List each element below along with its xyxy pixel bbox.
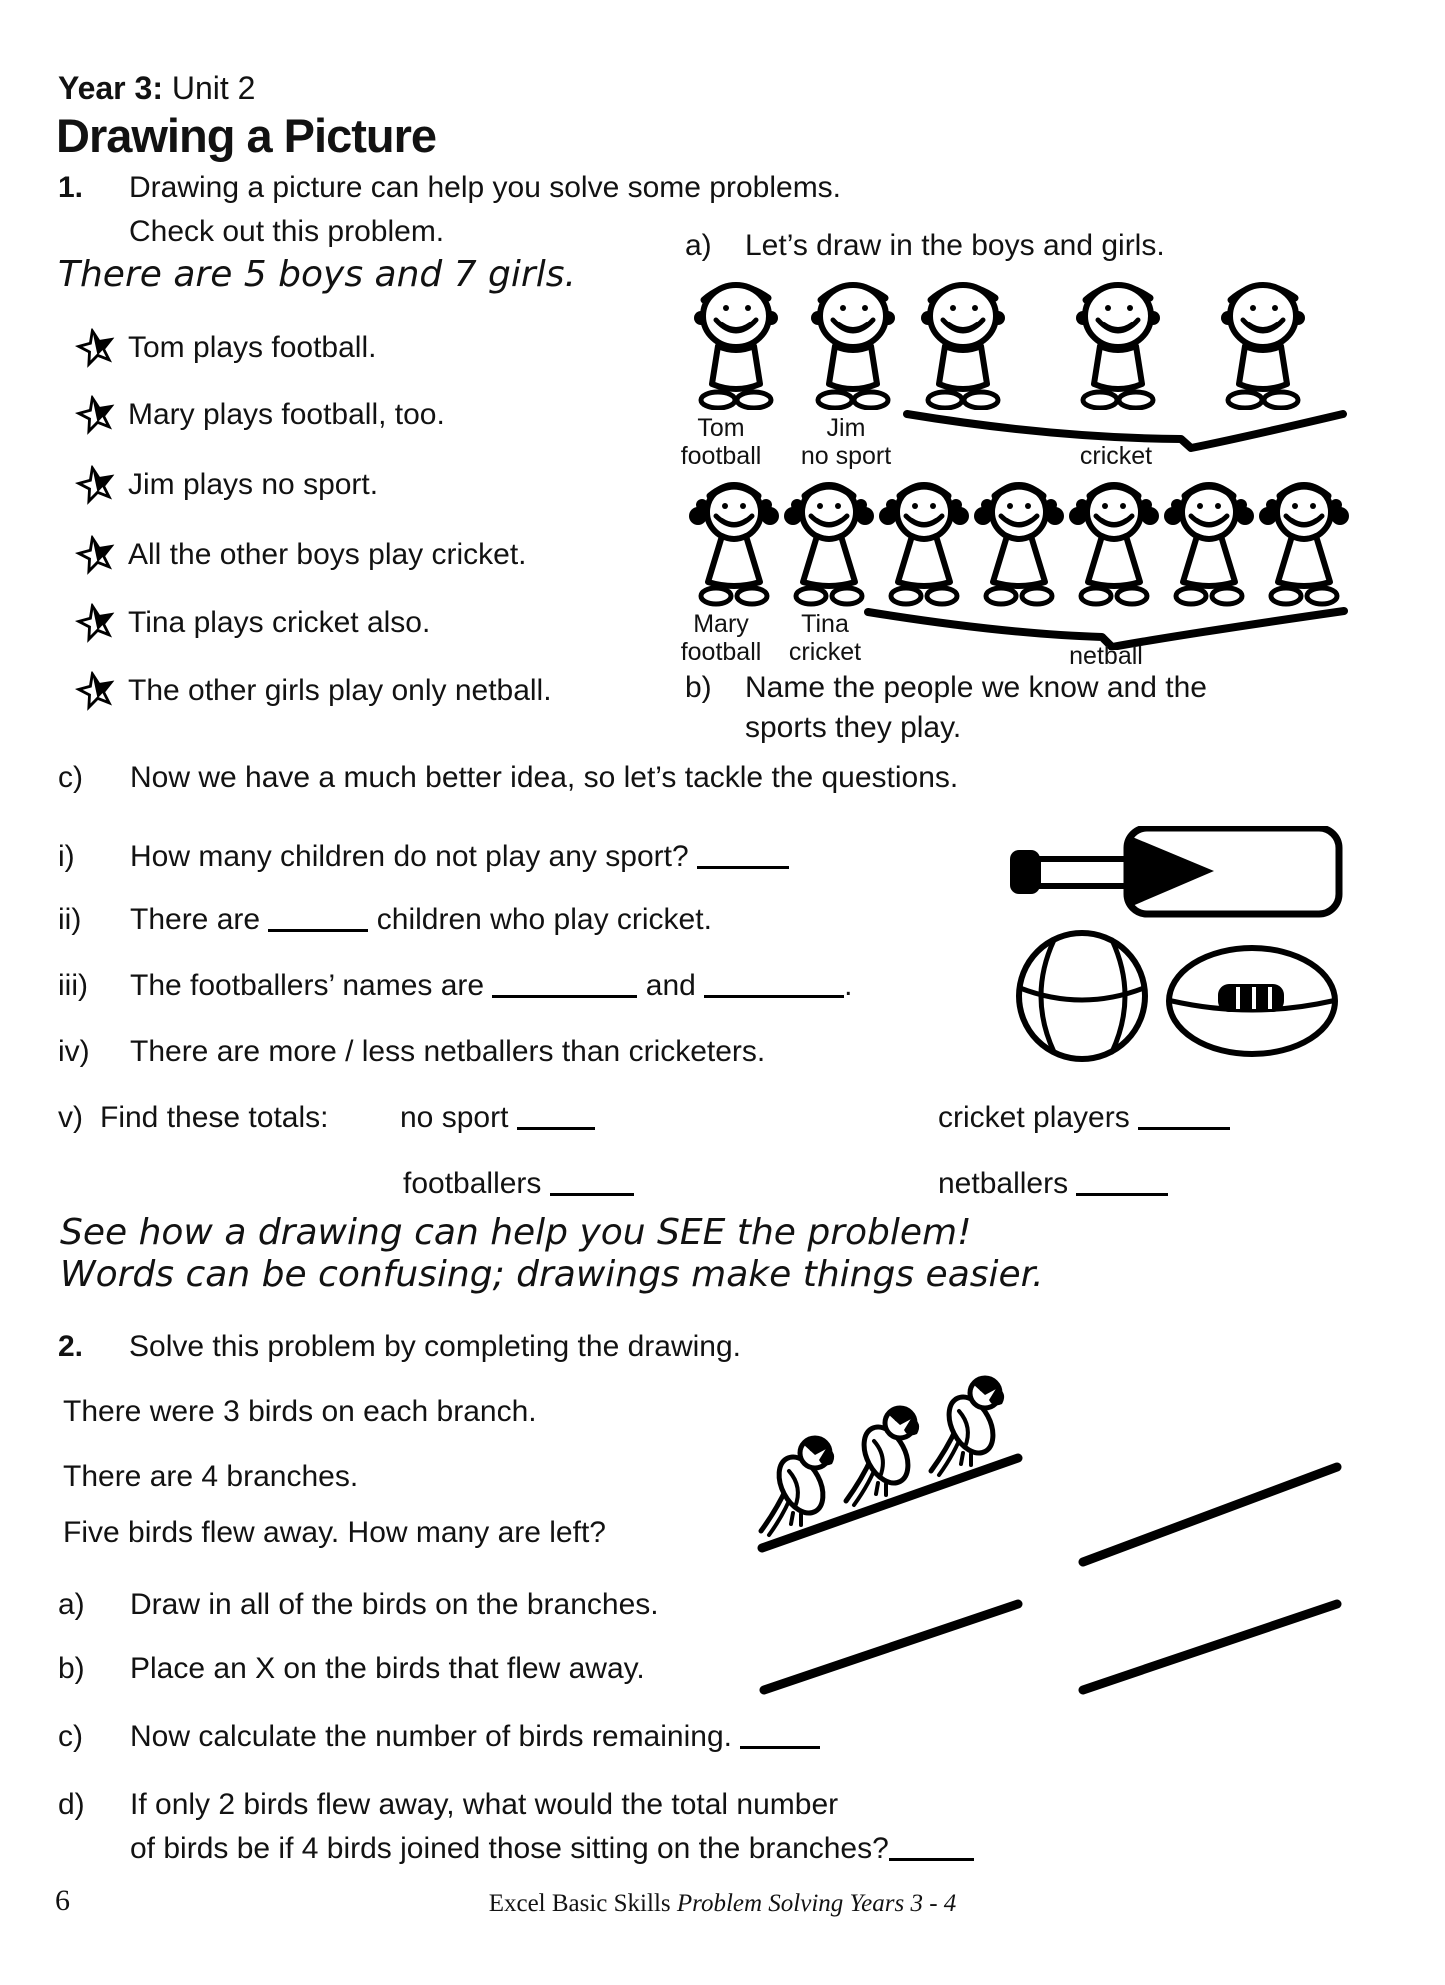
label-tom-sport: football bbox=[680, 442, 762, 470]
unit-heading bbox=[58, 70, 255, 107]
label-mary-sport: football bbox=[680, 638, 762, 666]
q2-part-c bbox=[58, 1719, 958, 1755]
q2-statement-1: There were 3 birds on each branch. bbox=[63, 1395, 537, 1428]
question-iii-end: . bbox=[844, 969, 853, 1002]
question-v bbox=[58, 1100, 458, 1136]
question-ii bbox=[58, 902, 958, 938]
bullet-text: Mary plays football, too. bbox=[128, 398, 445, 431]
label-jim-sport: no sport bbox=[800, 442, 892, 470]
label-jim bbox=[776, 414, 916, 470]
question-iii-middle: and bbox=[645, 969, 696, 1002]
star-bullet-icon bbox=[72, 667, 119, 714]
problem-statement: There are 5 boys and 7 girls. bbox=[58, 254, 576, 295]
total-footballers bbox=[403, 1166, 634, 1202]
bird-icon bbox=[761, 1438, 834, 1535]
girl-figure bbox=[1068, 476, 1160, 610]
q2-part-d-line1: If only 2 birds flew away, what would the total number bbox=[130, 1788, 839, 1821]
total-cricket-players-label: cricket players bbox=[938, 1101, 1130, 1134]
unit-heading-unit: Unit 2 bbox=[162, 70, 256, 106]
football-icon bbox=[1169, 948, 1335, 1054]
question-v-lead: Find these totals: bbox=[100, 1101, 329, 1134]
q2-statement-3: Five birds flew away. How many are left? bbox=[63, 1516, 606, 1549]
footer-series-roman: Excel Basic Skills bbox=[488, 1890, 677, 1917]
total-footballers-label: footballers bbox=[403, 1167, 542, 1200]
question-ii-after: children who play cricket. bbox=[376, 903, 712, 936]
q2-part-a-text: Draw in all of the birds on the branches. bbox=[130, 1588, 659, 1621]
boy-figure bbox=[915, 272, 1011, 410]
star-bullet-icon bbox=[72, 391, 119, 438]
part-c-label: c) bbox=[58, 761, 83, 794]
empty-branch bbox=[1075, 1596, 1345, 1703]
footer-series-italic: Problem Solving Years 3 - 4 bbox=[676, 1890, 957, 1917]
question-i-label: i) bbox=[58, 840, 75, 873]
question-iv bbox=[58, 1034, 958, 1070]
part-b-line2: sports they play. bbox=[745, 711, 962, 744]
bullet-jim bbox=[76, 465, 636, 505]
bullet-text: Tom plays football. bbox=[128, 331, 377, 364]
total-netballers bbox=[938, 1166, 1168, 1202]
girl-figure bbox=[688, 476, 780, 610]
star-bullet-icon bbox=[72, 531, 119, 578]
label-tina-name: Tina bbox=[801, 610, 849, 638]
bullet-other-girls bbox=[76, 671, 636, 711]
question-iv-label: iv) bbox=[58, 1035, 90, 1068]
total-no-sport bbox=[400, 1100, 595, 1136]
answer-blank[interactable] bbox=[492, 971, 637, 998]
unit-heading-year: Year 3: bbox=[58, 70, 163, 106]
label-tom-name: Tom bbox=[697, 414, 745, 442]
question-iii bbox=[58, 968, 1058, 1004]
empty-branch bbox=[756, 1596, 1026, 1703]
total-netballers-label: netballers bbox=[938, 1167, 1069, 1200]
question-v-label: v) bbox=[58, 1101, 83, 1134]
page-title: Drawing a Picture bbox=[56, 109, 436, 162]
girl-figure bbox=[878, 476, 970, 610]
part-b-line1: Name the people we know and the bbox=[745, 671, 1207, 704]
bullet-text: Jim plays no sport. bbox=[128, 468, 379, 501]
boy-figure bbox=[688, 272, 784, 410]
birds-on-branch-illustration bbox=[745, 1360, 1045, 1565]
question-i-text bbox=[130, 839, 789, 875]
boy-figure bbox=[1070, 272, 1166, 410]
outro-line2: Words can be confusing; drawings make things easier. bbox=[60, 1254, 1044, 1295]
netball-icon bbox=[1019, 933, 1145, 1059]
girl-figure bbox=[1163, 476, 1255, 610]
q2-part-b bbox=[58, 1651, 758, 1687]
bird-icon bbox=[931, 1378, 1004, 1475]
label-mary-name: Mary bbox=[693, 610, 749, 638]
girl-figure bbox=[973, 476, 1065, 610]
q2-part-d-text bbox=[130, 1787, 974, 1867]
answer-blank[interactable] bbox=[740, 1722, 820, 1749]
q2-part-c-text bbox=[130, 1719, 820, 1755]
question-i bbox=[58, 839, 958, 875]
bullet-text: The other girls play only netball. bbox=[128, 674, 552, 707]
question-ii-label: ii) bbox=[58, 903, 82, 936]
bird-icon bbox=[846, 1408, 919, 1505]
question-1-intro-line2: Check out this problem. bbox=[129, 215, 445, 248]
answer-blank[interactable] bbox=[517, 1103, 595, 1130]
answer-blank[interactable] bbox=[697, 842, 789, 869]
part-c-text: Now we have a much better idea, so let’s tackle the questions. bbox=[130, 761, 959, 794]
boy-figure bbox=[1215, 272, 1311, 410]
question-2-intro-text: Solve this problem by completing the drawing. bbox=[129, 1330, 741, 1363]
answer-blank[interactable] bbox=[550, 1169, 634, 1196]
question-ii-before: There are bbox=[130, 903, 261, 936]
cricket-bat-icon bbox=[1010, 828, 1339, 914]
q2-part-b-text: Place an X on the birds that flew away. bbox=[130, 1652, 645, 1685]
boy-figure bbox=[805, 272, 901, 410]
total-cricket-players bbox=[938, 1100, 1230, 1136]
q2-part-c-prompt: Now calculate the number of birds remaining. bbox=[130, 1720, 732, 1753]
question-iii-label: iii) bbox=[58, 969, 88, 1002]
q2-part-a bbox=[58, 1587, 758, 1623]
part-c bbox=[58, 760, 1158, 796]
answer-blank[interactable] bbox=[889, 1834, 974, 1861]
girl-figure bbox=[1258, 476, 1350, 610]
label-boys-cricket: cricket bbox=[1079, 442, 1153, 470]
total-no-sport-label: no sport bbox=[400, 1101, 509, 1134]
label-tina-sport: cricket bbox=[788, 638, 862, 666]
q2-part-b-label: b) bbox=[58, 1652, 85, 1685]
answer-blank[interactable] bbox=[1076, 1169, 1168, 1196]
bullet-tina bbox=[76, 603, 636, 643]
question-1-number: 1. bbox=[58, 171, 84, 204]
part-b bbox=[685, 670, 1405, 746]
label-girls-netball: netball bbox=[1069, 642, 1143, 670]
answer-blank[interactable] bbox=[1138, 1103, 1230, 1130]
q2-part-c-label: c) bbox=[58, 1720, 83, 1753]
question-1-intro-line1: Drawing a picture can help you solve some problems. bbox=[129, 171, 842, 204]
q2-part-d-label: d) bbox=[58, 1788, 85, 1821]
answer-blank[interactable] bbox=[268, 905, 368, 932]
star-bullet-icon bbox=[72, 599, 119, 646]
star-bullet-icon bbox=[72, 461, 119, 508]
question-ii-text bbox=[130, 902, 712, 938]
part-a bbox=[685, 228, 1405, 264]
sports-equipment-illustration bbox=[1002, 826, 1347, 1071]
q2-part-d bbox=[58, 1787, 1158, 1867]
part-a-label: a) bbox=[685, 229, 712, 262]
bullet-text: Tina plays cricket also. bbox=[128, 606, 431, 639]
q2-statement-2: There are 4 branches. bbox=[63, 1460, 359, 1493]
footer-series bbox=[0, 1890, 1445, 1918]
bullet-other-boys bbox=[76, 535, 636, 575]
star-bullet-icon bbox=[72, 324, 119, 371]
empty-branch bbox=[1075, 1458, 1345, 1575]
question-i-prompt: How many children do not play any sport? bbox=[130, 840, 689, 873]
q2-part-d-line2: of birds be if 4 birds joined those sitting on the branches? bbox=[130, 1832, 889, 1865]
question-iii-before: The footballers’ names are bbox=[130, 969, 485, 1002]
page-number: 6 bbox=[55, 1884, 70, 1917]
q2-part-a-label: a) bbox=[58, 1588, 85, 1621]
answer-blank[interactable] bbox=[704, 971, 844, 998]
label-jim-name: Jim bbox=[826, 414, 866, 442]
bullet-tom bbox=[76, 328, 636, 368]
part-b-label: b) bbox=[685, 671, 712, 704]
label-tom bbox=[656, 414, 786, 470]
part-b-text bbox=[745, 670, 1207, 746]
bullet-text: All the other boys play cricket. bbox=[128, 538, 527, 571]
girl-figure bbox=[783, 476, 875, 610]
question-iii-text bbox=[130, 968, 853, 1004]
outro-line1: See how a drawing can help you SEE the problem! bbox=[60, 1212, 972, 1253]
question-2-number: 2. bbox=[58, 1330, 84, 1363]
question-iv-text: There are more / less netballers than cricketers. bbox=[130, 1035, 766, 1068]
bullet-mary bbox=[76, 395, 636, 435]
part-a-text: Let’s draw in the boys and girls. bbox=[745, 229, 1165, 262]
